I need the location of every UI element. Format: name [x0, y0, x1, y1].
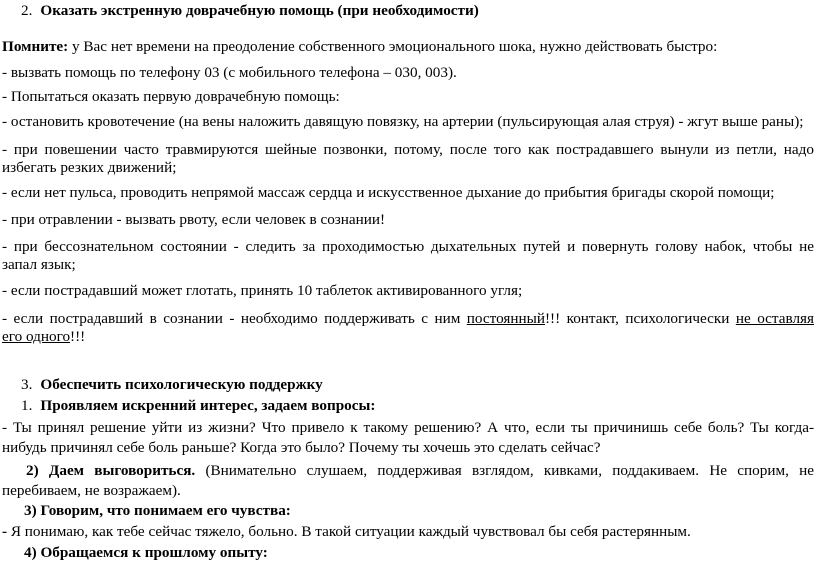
- step-1-text-continuation: нибудь причинял себе боль раньше? Когда это было? Почему ты хочешь это сделать сейчас?: [2, 439, 601, 456]
- section-3-number: 3.: [21, 376, 33, 393]
- list-item-continuation: запал язык;: [2, 256, 76, 273]
- section-3-title: Обеспечить психологическую поддержку: [40, 376, 323, 393]
- list-item: - если нет пульса, проводить непрямой массаж сердца и искусственное дыхание до прибытия бригады скорой помощи;: [2, 184, 775, 201]
- list-item: - вызвать помощь по телефону 03 (с мобильного телефона – 030, 003).: [2, 64, 457, 81]
- remember-label: Помните:: [2, 38, 69, 55]
- list-item-continuation: его одного!!!: [2, 328, 86, 345]
- list-item: - при бессознательном состоянии - следить за проходимостью дыхательных путей и повернуть голову набок, чтобы не: [2, 238, 814, 255]
- remember-paragraph: [2, 38, 814, 56]
- section-2-heading: [21, 2, 814, 20]
- list-item: - Попытаться оказать первую доврачебную помощь:: [2, 88, 340, 105]
- step-2-text: (Внимательно слушаем, поддерживая взглядом, кивками, поддакиваем. Не спорим, не: [195, 462, 814, 479]
- list-item-continuation: избегать резких движений;: [2, 159, 177, 176]
- step-1-title: Проявляем искренний интерес, задаем вопросы:: [40, 397, 376, 414]
- step-1-number: 1.: [21, 397, 33, 414]
- step-1-text: - Ты принял решение уйти из жизни? Что привело к такому решению? А что, если ты причинишь себе боль? Ты когда-: [2, 419, 814, 436]
- section-2-number: 2.: [21, 2, 33, 19]
- list-item: - при отравлении - вызвать рвоту, если человек в сознании!: [2, 211, 386, 228]
- list-item: - при повешении часто травмируются шейные позвонки, потому, после того как пострадавшего вынули из петли, надо: [2, 141, 814, 158]
- step-2-title: 2) Даем выговориться.: [26, 462, 196, 479]
- step-1-heading: [21, 397, 814, 415]
- section-2-title: Оказать экстренную доврачебную помощь (при необходимости): [40, 2, 479, 19]
- list-item-contact: - если пострадавший в сознании - необходимо поддерживать с ним постоянный!!! контакт, психологически не оставляя: [2, 310, 814, 327]
- step-2-paragraph: [26, 462, 814, 480]
- section-3-heading: [21, 376, 814, 394]
- underlined-text: его одного: [2, 328, 71, 345]
- underlined-text: не оставляя: [735, 310, 814, 327]
- step-3-text: - Я понимаю, как тебе сейчас тяжело, больно. В такой ситуации каждый чувствовал бы себя растерянным.: [2, 523, 691, 540]
- list-item: - остановить кровотечение (на вены наложить давящую повязку, на артерии (пульсирующая алая струя) - жгут выше раны);: [2, 113, 804, 130]
- step-4-heading: 4) Обращаемся к прошлому опыту:: [24, 544, 268, 561]
- list-item: - если пострадавший может глотать, принять 10 таблеток активированного угля;: [2, 282, 523, 299]
- remember-text: у Вас нет времени на преодоление собственного эмоционального шока, нужно действовать быстро:: [68, 38, 718, 55]
- step-2-text-continuation: перебиваем, не возражаем).: [2, 482, 181, 499]
- underlined-text: постоянный: [466, 310, 545, 327]
- step-3-heading: 3) Говорим, что понимаем его чувства:: [24, 502, 291, 519]
